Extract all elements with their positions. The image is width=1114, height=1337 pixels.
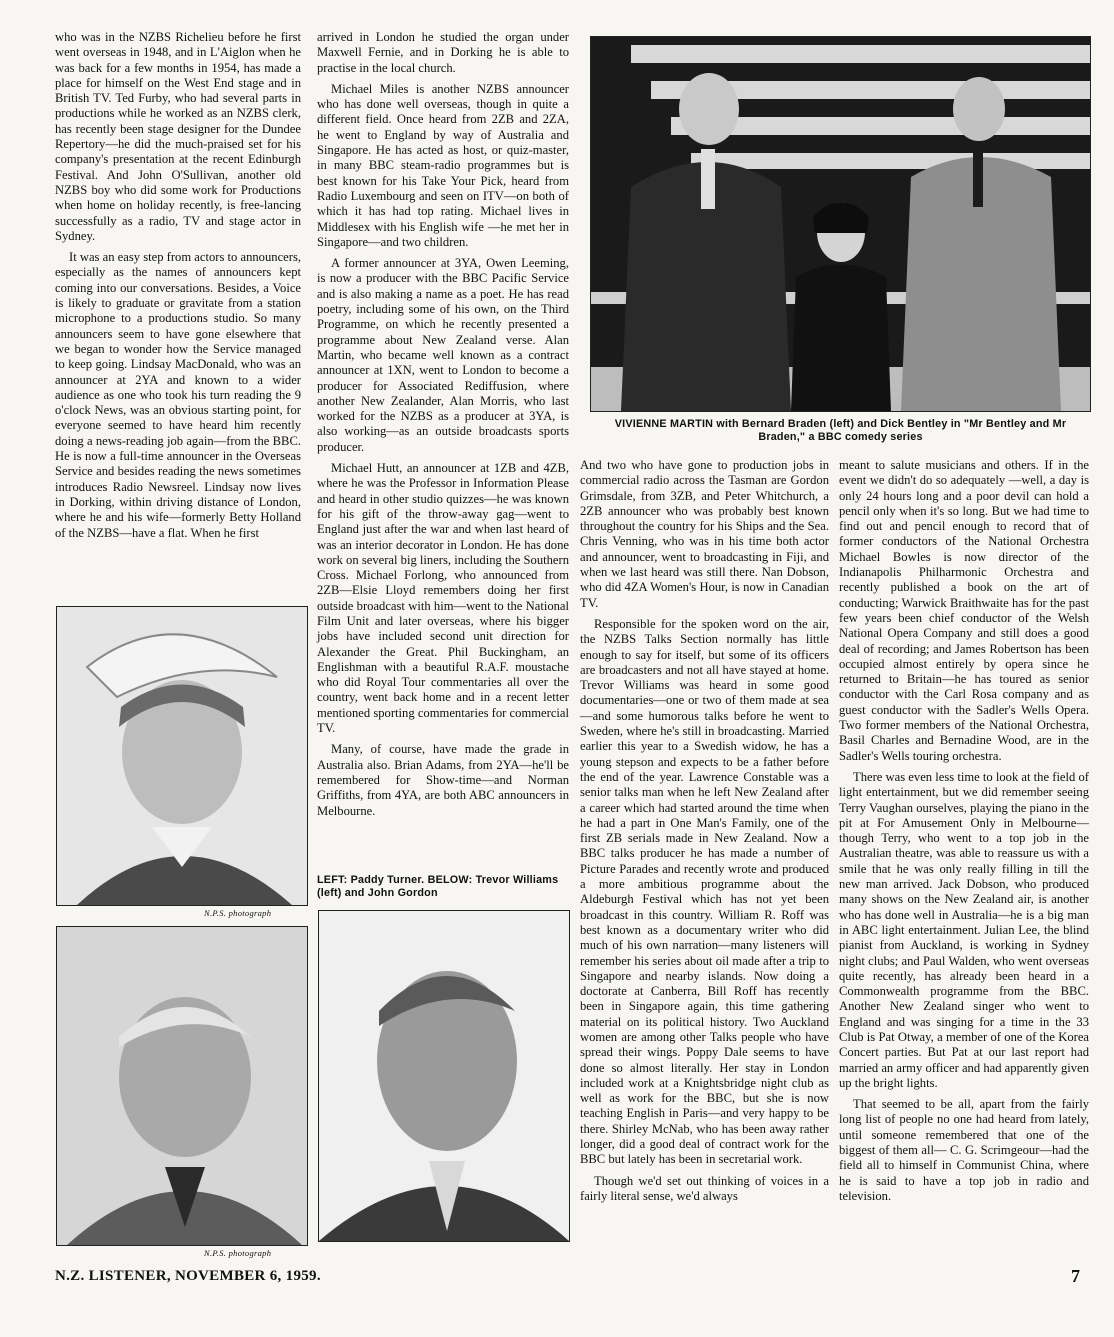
photo-credit: N.P.S. photograph: [204, 908, 272, 918]
article-column-2: [317, 30, 569, 825]
paragraph: A former announcer at 3YA, Owen Leeming, is now a producer with the BBC Pacific Service and is also making a name as a poet. He has read poetry, including some of his own, on the Third Programme, on which he recently presented a programme about New Zealand verse. Alan Martin, who became well known as a contract announcer at 1XN, went to London to become a producer for Associated Rediffusion, where another New Zealander, Alan Morris, who last worked for the NZBS as a producer at 3YA, is also working—as an outside broadcasts sports producer.: [317, 256, 569, 454]
photo-paddy-turner: [56, 606, 308, 906]
photo-john-gordon: [318, 910, 570, 1242]
paragraph: There was even less time to look at the field of light entertainment, but we did remember seeing Terry Vaughan ourselves, playing the piano in the pit at For Amusement Only in Melbourne—though Terry, who went to a top job in the Australian theatre, was able to reassure us with a smile that he was only really filling in till the new man arrived. Jack Dobson, who produced many shows on the New Zealand air, is another who has done well in Australia—he is a big man in ABC light entertainment. Julian Lee, the blind pianist from Auckland, is working in Sydney night clubs; and Paul Walden, who went overseas quite recently, has already been heard in a Commonwealth programme from the BBC. Another New Zealand singer who went to England and was singing for a time in the 33 Club is Pat Otway, a member of one of the Korea Concert parties. But Pat at our last report had married an army officer and had apparently given up the bright lights.: [839, 769, 1089, 1090]
paragraph: Many, of course, have made the grade in Australia also. Brian Adams, from 2YA—he'll be remembered for Show-time—and Norman Griffiths, from 4YA, are both ABC announcers in Melbourne.: [317, 742, 569, 818]
paragraph: meant to salute musicians and others. If in the event we didn't do so adequately —well, a day is only 24 hours long and a poor devil can hold a pencil only when it's so long. But we had time to find out and pencil enough to record that of former conductors of the National Orchestra Michael Bowles is now director of the Indianapolis Philharmonic Orchestra and recently published a book on the art of conducting; Warwick Braithwaite has for the past few years been chief conductor of the Welsh National Opera Company and still does a good deal of recording; and James Robertson has been occupied almost entirely by opera since he returned to Britain—he has toured as senior conductor with the Carl Rosa company and as guest conductor with the Sadler's Wells Opera. Two former members of the National Orchestra, Basil Charles and Bernadine Wood, are in the Sadler's Wells touring orchestra.: [839, 458, 1089, 763]
paragraph: That seemed to be all, apart from the fairly long list of people no one had heard from lately, until someone remembered that one of the biggest of them all— C. G. Scrimgeour—had the field all to himself in Communist China, where he is said to have a top job in radio and television.: [839, 1097, 1089, 1203]
paragraph: arrived in London he studied the organ under Maxwell Fernie, and in Dorking he is able to practise in the local church.: [317, 30, 569, 75]
page-number: 7: [1071, 1266, 1080, 1286]
paragraph: Responsible for the spoken word on the air, the NZBS Talks Section normally has little enough to say for itself, but some of its officers are broadcasters and not all have stayed at home. Trevor Williams was heard in some good documentaries—one or two of them made at sea—and some humorous talks before he went to Sweden, where he's still in broadcasting. Married earlier this year to a Swedish widow, he has a young stepson and expects to be a father before the end of the year. Lawrence Constable was a senior talks man when he left New Zealand after a career which had started around the time when he had a part in One Man's Family, one of the first ZB serials made in New Zealand. Now a BBC talks producer he has made a number of Picture Parades and recently wrote and produced a more ambitious programme about the Aldeburgh Festival which has not yet been broadcast in this country. William R. Roff was best known as a documentary writer who did much of his own narration—many listeners will remember his series about oil made after a trip to Singapore and nearby islands. Now doing a doctorate at Canberra, Bill Roff has recently been in Singapore again, this time gathering material on its political history. Two Auckland women are among other Talks people who have spread their wings. Poppy Dale seems to have done so almost literally. Her stay in London included work at a Knightsbridge night club as well as work for the BBC, but she is now teaching English in Paris—and very happy to be there. Shirley McNab, who has been away rather longer, did a good deal of contract work for the BBC but lately has been in secretarial work.: [580, 616, 829, 1167]
article-column-1: [55, 30, 301, 547]
paragraph: Though we'd set out thinking of voices in a fairly literal sense, we'd always: [580, 1173, 829, 1203]
paragraph: who was in the NZBS Richelieu before he first went overseas in 1948, and in L'Aiglon when he was back for a few months in 1954, has made a place for himself on the West End stage and in British TV. Ted Furby, who had several parts in productions while he worked as an NZBS clerk, has recently been stage designer for the Dundee Repertory—he did the much-praised set for his company's presentation at the recent Edinburgh Festival. And John O'Sullivan, another old NZBS boy who did some work for Productions when home on holiday recently, is free-lancing successfully as a radio, TV and stage actor in Sydney.: [55, 30, 301, 243]
article-column-3: [580, 458, 829, 1210]
photo-caption-left: LEFT: Paddy Turner. BELOW: Trevor Williams (left) and John Gordon: [317, 874, 559, 899]
photo-comedy-series-cast: [590, 36, 1091, 412]
photo-credit: N.P.S. photograph: [204, 1248, 272, 1258]
photo-trevor-williams: [56, 926, 308, 1246]
paragraph: Michael Miles is another NZBS announcer who has done well overseas, though in quite a different field. Once heard from 2ZB and 2ZA, he went to England by way of Australia and Singapore. He has acted as host, or quiz-master, in many BBC steam-radio programmes but is best known for his Take Your Pick, heard from Radio Luxembourg and seen on ITV—on both of which it has had top rating. Michael lives in Middlesex with his English wife —he met her in Singapore—and two children.: [317, 81, 569, 249]
paragraph: It was an easy step from actors to announcers, especially as the names of announcers kept coming into our conversations. Besides, a Voice is likely to graduate or gravitate from a station microphone to a productions studio. So many announcers seem to have gone elsewhere that we began to wonder how the Service managed to keep going. Lindsay MacDonald, who was an announcer at 2YA and known to a wider audience as one who took his turn reading the 9 o'clock News, was an obvious starting point, for everyone seemed to have heard him recently doing a news-reading job again—from the BBC. He is now a full-time announcer in the Overseas Service and besides reading the news sometimes introduces Radio Newsreel. Lindsay now lives in Dorking, within driving distance of London, where he and his wife—formerly Betty Holland of the NZBS—have a flat. When he first: [55, 250, 301, 540]
paragraph: And two who have gone to production jobs in commercial radio across the Tasman are Gordon Grimsdale, from 3ZB, and Peter Whitchurch, a 2ZB announcer who was probably best known throughout the country for his Ships and the Sea. Chris Venning, who was in his time both actor and announcer, went to broadcasting in Fiji, and when we last heard was still there. Nan Dobson, who did 4ZA Women's Hour, is now in Canadian TV.: [580, 458, 829, 610]
publication-footer: N.Z. LISTENER, NOVEMBER 6, 1959.: [55, 1268, 321, 1284]
article-column-4: [839, 458, 1089, 1210]
paragraph: Michael Hutt, an announcer at 1ZB and 4ZB, where he was the Professor in Information Please and heard in other studio quizzes—he was known for his gift of the throw-away gag—went to England just after the war and when last heard of was an interior decorator in London. He has done work on several big liners, including the Southern Cross. Michael Forlong, who announced from 2ZB—Elsie Lloyd remembers doing her first outside broadcast with him—went to the National Film Unit and later overseas, where his bigger jobs have included second unit direction for Alexander the Great. Phil Buckingham, an Englishman with a beautiful R.A.F. moustache who did Royal Tour commentaries all over the country, went back home and in a recent letter mentioned sporting commentaries for commercial TV.: [317, 461, 569, 736]
photo-caption-main: VIVIENNE MARTIN with Bernard Braden (left) and Dick Bentley in "Mr Bentley and Mr Braden," a BBC comedy series: [614, 418, 1067, 443]
